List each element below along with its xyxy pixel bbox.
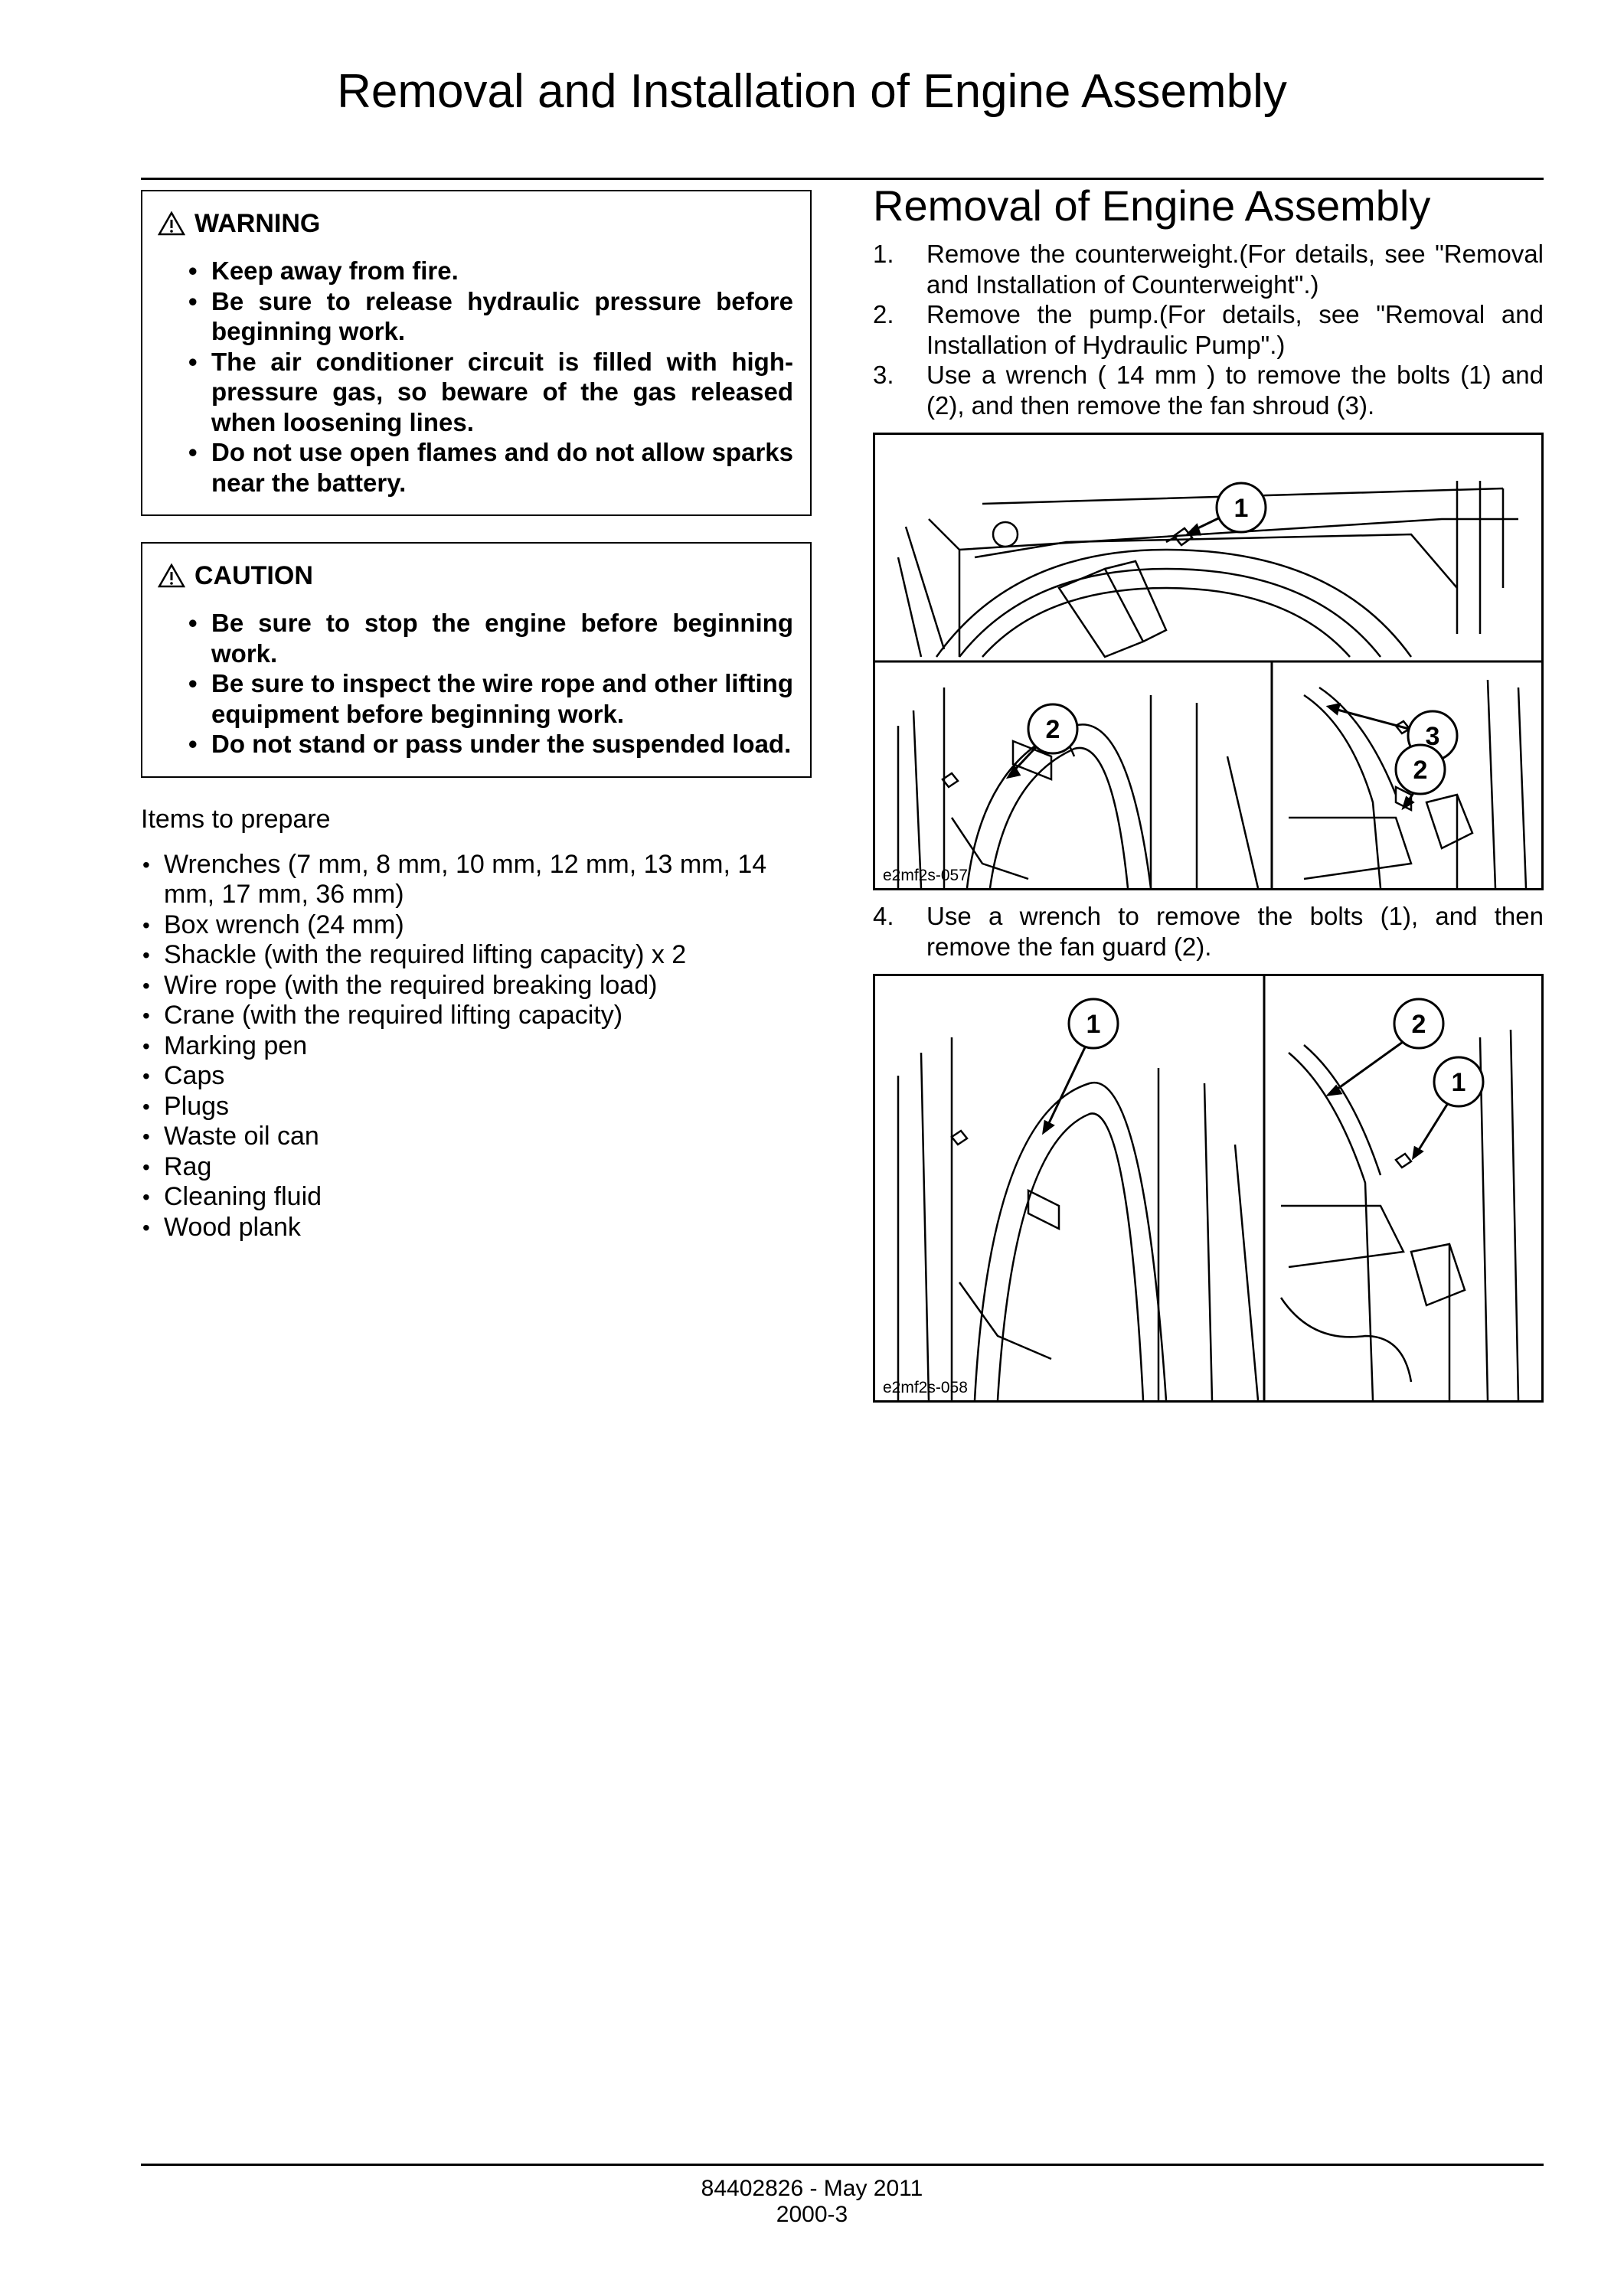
- items-to-prepare-heading: Items to prepare: [141, 804, 331, 834]
- prep-item: • Wood plank: [141, 1213, 812, 1243]
- left-column: [141, 190, 812, 1243]
- figure-code: e2mf2s-058: [883, 1379, 968, 1396]
- warning-heading-text: WARNING: [194, 209, 321, 238]
- step-text: Remove the pump.(For details, see "Removal and Installation of Hydraulic Pump".): [926, 300, 1544, 359]
- prep-item: • Caps: [141, 1061, 812, 1092]
- step-text: Use a wrench to remove the bolts (1), and then remove the fan guard (2).: [926, 902, 1544, 961]
- callout-label: 1: [1451, 1068, 1466, 1097]
- caution-triangle-icon: [158, 563, 185, 588]
- step-text: Use a wrench ( 14 mm ) to remove the bolts (1) and (2), and then remove the fan shroud (3).: [926, 361, 1544, 420]
- step-item: [873, 239, 1544, 299]
- right-column: [873, 181, 1544, 1403]
- warning-box: [141, 190, 812, 516]
- step-text: Remove the counterweight.(For details, see "Removal and Installation of Counterweight".): [926, 240, 1544, 299]
- step-item: [873, 901, 1544, 962]
- step-item: [873, 360, 1544, 420]
- section-title: Removal of Engine Assembly: [873, 181, 1431, 230]
- figure-fan-shroud: [873, 433, 1544, 890]
- warning-item: • Be sure to release hydraulic pressure before beginning work.: [188, 286, 793, 347]
- warning-list: [158, 256, 793, 498]
- prep-item: • Waste oil can: [141, 1122, 812, 1152]
- caution-list: [158, 608, 793, 759]
- footer-page-number: 2000-3: [776, 2202, 848, 2227]
- prep-item: • Wire rope (with the required breaking load): [141, 971, 812, 1001]
- caution-item: • Be sure to inspect the wire rope and other lifting equipment before beginning work.: [188, 668, 793, 729]
- warning-item: • Do not use open flames and do not allow sparks near the battery.: [188, 437, 793, 498]
- warning-triangle-icon: [158, 211, 185, 236]
- callout-label: 2: [1411, 1010, 1426, 1039]
- page-title: Removal and Installation of Engine Assembly: [337, 65, 1287, 118]
- figure-fan-guard: [873, 974, 1544, 1403]
- callout-label: 1: [1234, 494, 1249, 523]
- step-number: 2.: [873, 300, 894, 328]
- warning-heading: [158, 208, 793, 239]
- items-to-prepare-list: [141, 850, 812, 1243]
- step-number: 4.: [873, 902, 894, 930]
- prep-item: • Rag: [141, 1152, 812, 1183]
- step-number: 3.: [873, 361, 894, 389]
- caution-heading-text: CAUTION: [194, 561, 313, 590]
- fan-guard-illustration: [875, 976, 1541, 1400]
- prep-item: • Cleaning fluid: [141, 1182, 812, 1213]
- caution-box: [141, 542, 812, 778]
- fan-shroud-illustration: [875, 435, 1541, 888]
- prep-item: • Shackle (with the required lifting capacity) x 2: [141, 940, 812, 971]
- steps-list-b: [873, 901, 1544, 962]
- prep-item: • Wrenches (7 mm, 8 mm, 10 mm, 12 mm, 13 mm, 14 mm, 17 mm, 36 mm): [141, 850, 812, 910]
- callout-label: 2: [1045, 715, 1060, 744]
- callout-label: 1: [1086, 1010, 1101, 1039]
- warning-item: • Keep away from fire.: [188, 256, 793, 286]
- warning-item: • The air conditioner circuit is filled with high-pressure gas, so beware of the gas released when loosening lines.: [188, 347, 793, 438]
- step-number: 1.: [873, 240, 894, 268]
- footer-rule: [141, 2164, 1544, 2166]
- step-item: [873, 299, 1544, 360]
- footer: [0, 2176, 1624, 2228]
- steps-list-a: [873, 239, 1544, 420]
- caution-heading: [158, 560, 793, 591]
- prep-item: • Box wrench (24 mm): [141, 910, 812, 941]
- caution-item: • Do not stand or pass under the suspended load.: [188, 729, 793, 759]
- prep-item: • Plugs: [141, 1092, 812, 1122]
- caution-item: • Be sure to stop the engine before beginning work.: [188, 608, 793, 668]
- header-rule: [141, 178, 1544, 180]
- callout-label: 2: [1413, 756, 1428, 785]
- footer-doc-number: 84402826 - May 2011: [701, 2176, 923, 2201]
- callout-label: 3: [1425, 722, 1440, 751]
- prep-item: • Marking pen: [141, 1031, 812, 1062]
- prep-item: • Crane (with the required lifting capacity): [141, 1001, 812, 1031]
- figure-code: e2mf2s-057: [883, 867, 968, 884]
